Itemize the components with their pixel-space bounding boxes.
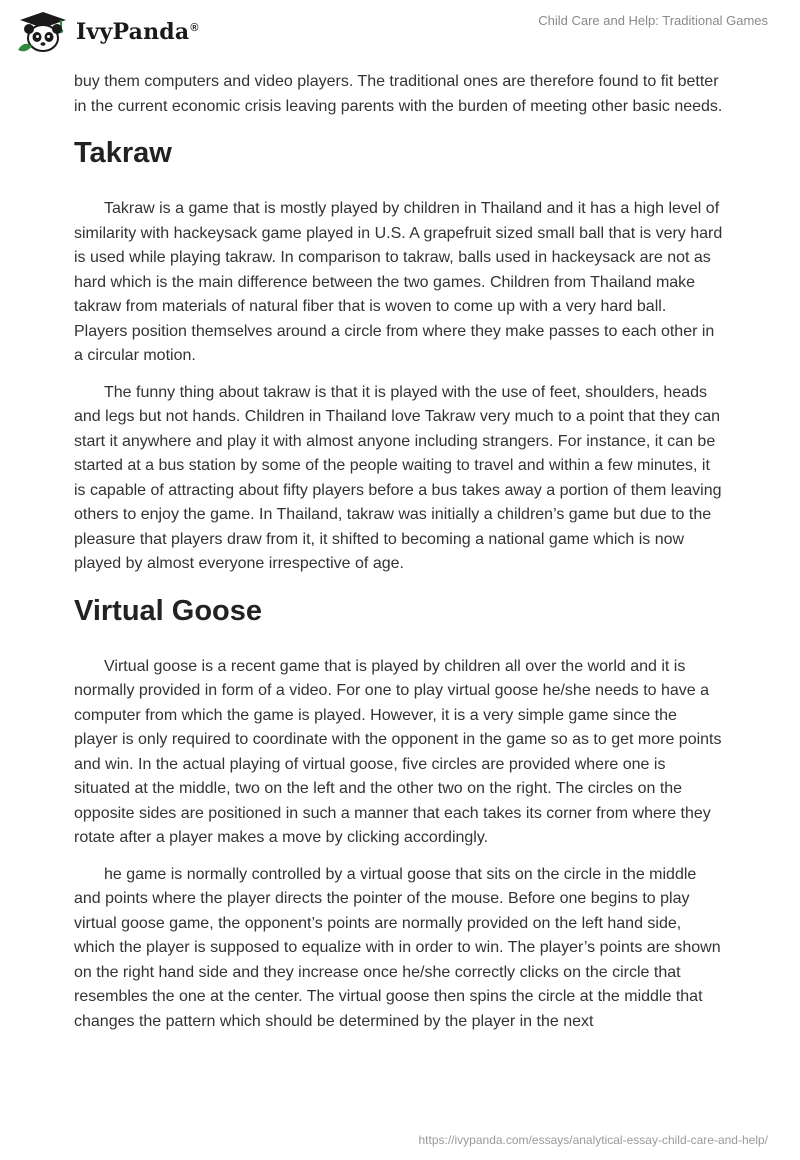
page-header xyxy=(0,0,800,60)
document-title: Child Care and Help: Traditional Games xyxy=(538,13,768,28)
panda-graduate-icon xyxy=(16,10,70,54)
virtual-goose-paragraph-2: he game is normally controlled by a virtual goose that sits on the circle in the middle and points where the player directs the pointer of the mouse. Before one begins to play virtual goose game, the opponent’s points are normally provided on the left hand side, which the player is supposed to equalize with in order to win. The player’s points are shown on the right hand side and they increase once he/she correctly clicks on the circle that resembles the one at the center. The virtual goose then spins the circle at the middle that changes the pattern which should be determined by the player in the next xyxy=(74,865,721,1030)
brand-name: IvyPanda® xyxy=(76,19,199,45)
virtual-goose-paragraph-1: Virtual goose is a recent game that is played by children all over the world and it is normally provided in form of a video. For one to play virtual goose he/she needs to have a computer from which the game is played. However, it is a very simple game since the player is only required to coordinate with the opponent in the game so as to get more points and win. In the actual playing of virtual goose, five circles are provided where one is situated at the middle, two on the left and the other two on the right. The circles on the opposite sides are positioned in such a manner that each takes its corner from where they rotate after a player makes a move by clicking accordingly. xyxy=(74,657,722,846)
takraw-paragraph-1: Takraw is a game that is mostly played by children in Thailand and it has a high level of similarity with hackeysack game played in U.S. A grapefruit sized small ball that is very hard is used while playing takraw. In comparison to takraw, balls used in hackeysack are not as hard which is the main difference between the two games. Children from Thailand make takraw from materials of natural fiber that is woven to come up with a very hard ball. Players position themselves around a circle from where they make passes to each other in a circular motion. xyxy=(74,200,723,364)
takraw-paragraph-2: The funny thing about takraw is that it is played with the use of feet, shoulders, heads and legs but not hands. Children in Thailand love Takraw very much to a point that they can start it anywhere and play it with almost anyone including strangers. For instance, it can be started at a bus station by some of the people waiting to travel and within a few minutes, it is capable of attracting about fifty players before a bus takes away a portion of them leaving others to enjoy the game. In Thailand, takraw was initially a children’s game but due to the pleasure that players draw from it, it shifted to becoming a national game which is now played by almost everyone irrespective of age. xyxy=(74,383,722,572)
essay-body xyxy=(74,70,724,1046)
ivypanda-logo[interactable] xyxy=(16,10,199,54)
section-heading-takraw: Takraw xyxy=(74,137,172,169)
source-url[interactable]: https://ivypanda.com/essays/analytical-essay-child-care-and-help/ xyxy=(418,1133,768,1147)
section-heading-virtual-goose: Virtual Goose xyxy=(74,594,263,627)
intro-paragraph: buy them computers and video players. The traditional ones are therefore found to fit better in the current economic crisis leaving parents with the burden of meeting other basic needs. xyxy=(74,73,723,115)
